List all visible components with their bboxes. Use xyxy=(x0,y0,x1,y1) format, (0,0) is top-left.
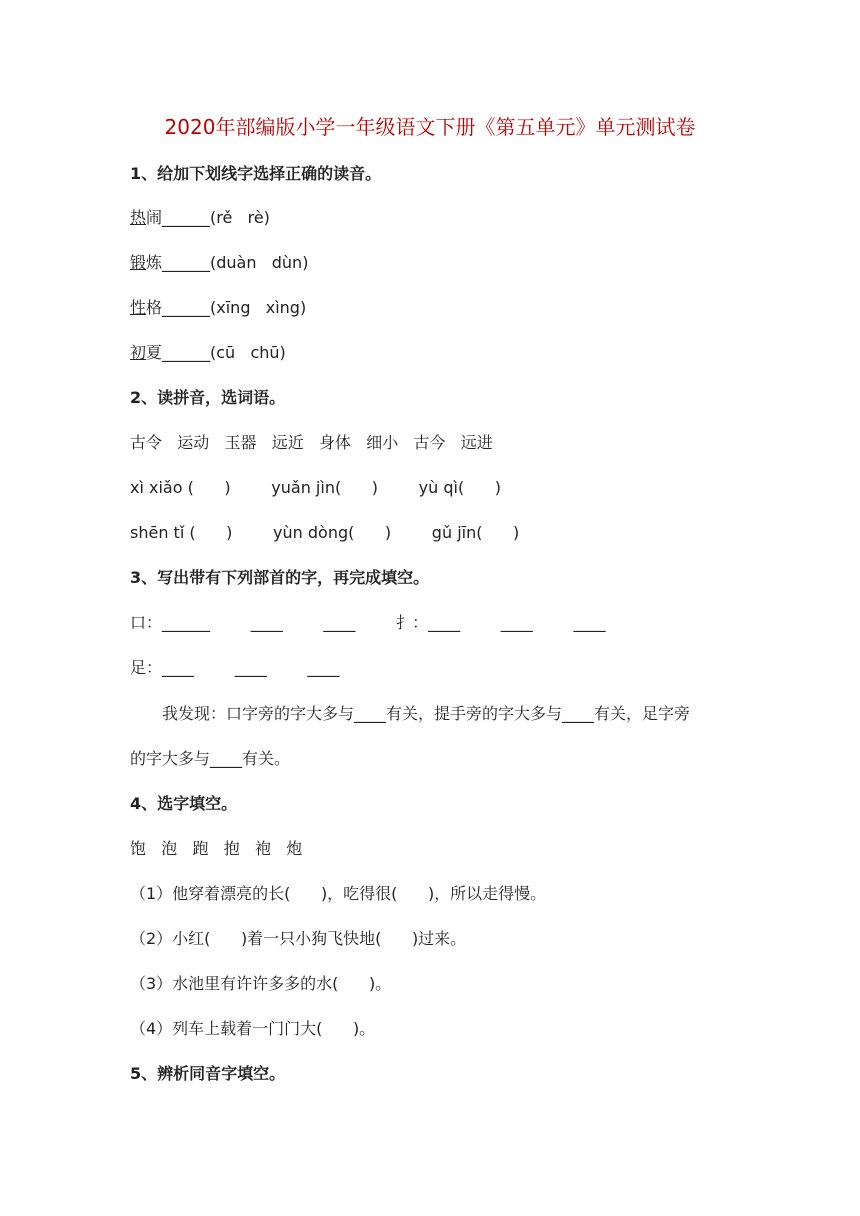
underlined-char: 热 xyxy=(130,208,147,227)
question-1-item-2 xyxy=(130,251,308,275)
question-4-item-1: （1）他穿着漂亮的长( )，吃得很( )，所以走得慢。 xyxy=(130,884,547,903)
question-2-row-1: xì xiǎo ( ) yuǎn jìn( ) yù qì( ) xyxy=(130,478,501,497)
question-1-item-3 xyxy=(130,296,306,320)
question-3-heading: 3、写出带有下列部首的字，再完成填空。 xyxy=(130,568,430,587)
question-1-item-4 xyxy=(130,341,286,365)
item-text: 闹______(rě rè) xyxy=(146,208,270,227)
underlined-char: 锻 xyxy=(130,253,147,272)
underlined-char: 初 xyxy=(130,343,147,362)
underlined-char: 性 xyxy=(130,298,147,317)
question-3-paragraph-line-1: 我发现：口字旁的字大多与____有关，提手旁的字大多与____有关，足字旁 xyxy=(162,704,691,723)
question-4-heading: 4、选字填空。 xyxy=(130,794,238,813)
question-4-item-2: （2）小红( )着一只小狗飞快地( )过来。 xyxy=(130,929,467,948)
question-3-row-1: 口：______ ____ ____ 扌：____ ____ ____ xyxy=(130,613,606,632)
question-4-item-3: （3）水池里有许许多多的水( )。 xyxy=(130,974,392,993)
question-2-row-2: shēn tǐ ( ) yùn dòng( ) gǔ jīn( ) xyxy=(130,523,520,542)
question-2-word-bank: 古令 运动 玉器 远近 身体 细小 古今 远进 xyxy=(130,433,493,452)
question-3-row-2: 足：____ ____ ____ xyxy=(130,658,340,677)
question-1-heading: 1、给加下划线字选择正确的读音。 xyxy=(130,164,382,183)
question-2-heading: 2、读拼音，选词语。 xyxy=(130,388,286,407)
page-title: 2020年部编版小学一年级语文下册《第五单元》单元测试卷 xyxy=(164,115,696,139)
question-4-char-bank: 饱 泡 跑 抱 袍 炮 xyxy=(130,839,303,858)
question-4-item-4: （4）列车上载着一门门大( )。 xyxy=(130,1019,376,1038)
question-1-item-1 xyxy=(130,206,270,230)
question-5-heading: 5、辨析同音字填空。 xyxy=(130,1064,286,1083)
question-3-paragraph-line-2: 的字大多与____有关。 xyxy=(130,749,291,768)
item-text: 夏______(cū chū) xyxy=(146,343,286,362)
item-text: 炼______(duàn dùn) xyxy=(146,253,309,272)
item-text: 格______(xīng xìng) xyxy=(146,298,307,317)
